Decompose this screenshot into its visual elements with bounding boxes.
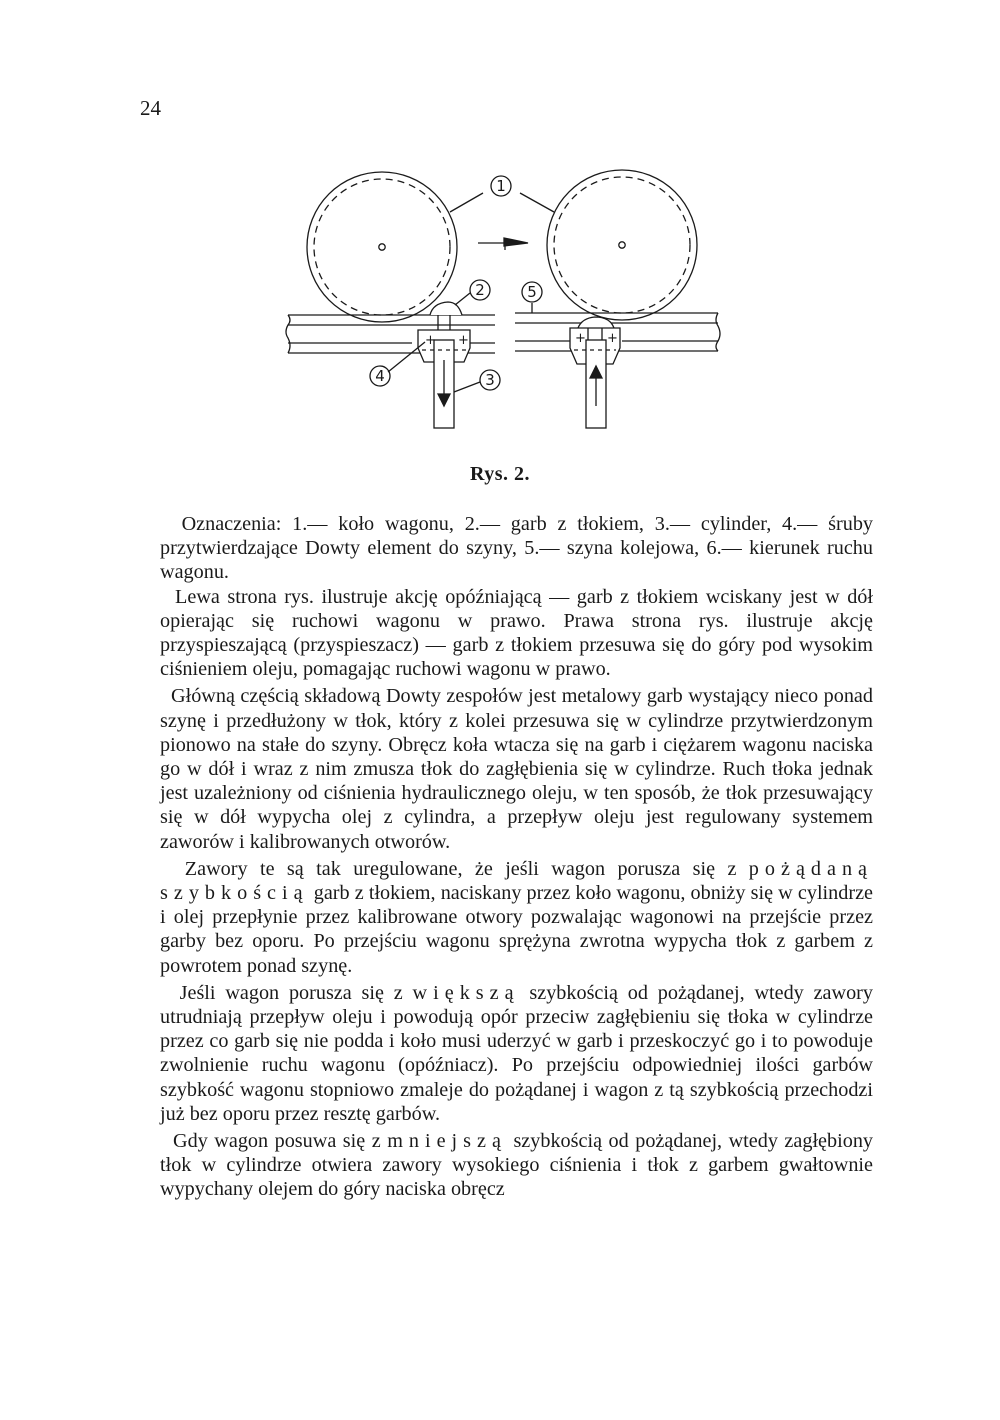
paragraph-main-component xyxy=(160,684,873,853)
callout-2 xyxy=(455,280,490,305)
svg-text:+: + xyxy=(425,333,436,348)
direction-of-motion-arrow xyxy=(478,238,528,250)
svg-text:1: 1 xyxy=(496,177,506,195)
legend-prefix: Oznaczenia: xyxy=(181,513,293,535)
svg-text:+: + xyxy=(575,331,586,346)
svg-text:3: 3 xyxy=(485,371,495,389)
left-cylinder xyxy=(418,330,470,428)
figure-caption: Rys. 2. xyxy=(469,463,531,485)
paragraph-desired-speed xyxy=(160,857,873,978)
callout-4 xyxy=(370,342,425,386)
right-wagon-wheel xyxy=(547,170,697,320)
paragraph-left-right-explanation xyxy=(160,585,873,682)
paragraph-3-before: Zawory te są tak uregulowane, że jeśli wagon porusza się z xyxy=(184,857,749,880)
paragraph-5-emphasis: mniejszą xyxy=(387,1130,507,1153)
paragraph-2-text: Główną częścią składową Dowty zespołów jest metalowy garb wystający nieco ponad szynę i przedłużony w tłok, który z kolei przesuwa się w cylindrze przytwierdzonym pionowo na stałe do szyny. Obręcz koła wtacza się na garb i ciężarem wagonu naciska go w dół i wraz z nim zmusza tłok do zagłębienia się w cylindrze. Ruch tłoka jednak jest uzależniony od ciśnienia hydraulicznego oleju, w ten sposób, że tłok przesuwający się w dół wypycha olej z cylindra, a przepływ oleju jest regulowany systemem zaworów i kalibrowanych otworów. xyxy=(160,685,873,853)
svg-text:+: + xyxy=(458,333,469,348)
paragraph-lower-speed xyxy=(160,1129,873,1202)
callout-1 xyxy=(450,176,554,212)
paragraph-3-emphasis: pożądaną szybkością xyxy=(160,857,874,905)
paragraph-4-emphasis: większą xyxy=(412,981,520,1004)
left-wagon-wheel xyxy=(307,172,457,322)
svg-text:5: 5 xyxy=(527,283,537,301)
callout-3 xyxy=(454,370,500,392)
figure-dowty-retarder-diagram xyxy=(270,160,740,440)
paragraph-4-after: szybkością od pożądanej, wtedy zawory utrudniają przepływ oleju i powodują opór przeciw zagłębieniu się tłoka w cylindrze przez co garb się nie podda i koło musi uderzyć w garb i przeskoczyć go i to powoduje zwolnienie ruchu wagonu (opóźniacz). Po przejściu odpowiedniej ilości garbów szybkość wagonu stopniowo zmaleje do pożądanej i wagon z tą szybkością przechodzi już bez oporu przez resztę garbów. xyxy=(160,981,873,1125)
svg-text:2: 2 xyxy=(475,281,485,299)
svg-text:4: 4 xyxy=(375,367,385,385)
legend-paragraph xyxy=(160,512,873,585)
right-cylinder xyxy=(570,328,620,428)
paragraph-3-after: garb z tłokiem, naciskany przez koło wagonu, obniży się w cylindrze i olej przepłynie przez kalibrowane otwory pozwalając wagonowi na przejście przez garby bez oporu. Po przejściu wagonu sprężyna zwrotna wypycha tłok z garbem z powrotem ponad szynę. xyxy=(160,882,873,977)
paragraph-higher-speed xyxy=(160,981,873,1126)
callout-5 xyxy=(522,282,542,313)
svg-text:+: + xyxy=(607,331,618,346)
body-text xyxy=(160,512,873,1202)
paragraph-4-before: Jeśli wagon porusza się z xyxy=(179,981,413,1004)
paragraph-5-after: szybkością od pożądanej, wtedy zagłębiony tłok w cylindrze otwiera zawory wysokiego ciśnienia i tłok z garbem gwałtownie wypychany olejem do góry naciska obręcz xyxy=(160,1130,874,1201)
paragraph-1-text: Lewa strona rys. ilustruje akcję opóźniającą — garb z tłokiem wciskany jest w dół opierając się ruchowi wagonu w prawo. Prawa strona rys. ilustruje akcję przyspieszającą (przyspieszacz) — garb z tłokiem przesuwa się do góry pod wysokim ciśnieniem oleju, pomagając ruchowi wagonu w prawo. xyxy=(160,585,874,681)
page-number: 24 xyxy=(140,96,161,120)
legend-items: 1.— koło wagonu, 2.— garb z tłokiem, 3.— cylinder, 4.— śruby przytwierdzające Dowty element do szyny, 5.— szyna kolejowa, 6.— kierunek ruchu wagonu. xyxy=(160,513,874,584)
paragraph-5-before: Gdy wagon posuwa się z xyxy=(173,1130,388,1153)
